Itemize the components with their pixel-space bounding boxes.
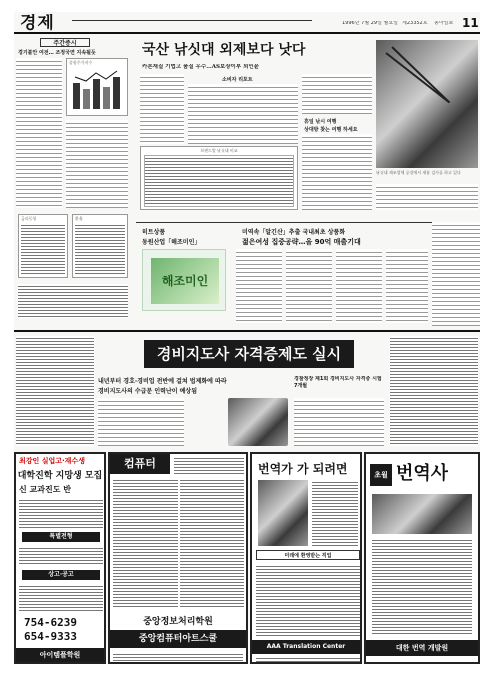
bar	[103, 87, 110, 109]
lead-subhead: 카본재질 기법고 품질 우수…AS보장이부 외인윤	[142, 64, 260, 70]
table-rows	[144, 155, 294, 207]
stock-graph	[66, 58, 128, 116]
lead-story	[136, 38, 480, 218]
rod-shape	[391, 46, 450, 103]
mid-story-headline: 젊은여성 집중공략…올 90억 매출기대	[242, 238, 361, 246]
ad2-sub: 중앙정보처리학원	[143, 617, 213, 627]
exchange-table-caption: 환율	[75, 216, 83, 221]
ad-body	[98, 398, 184, 446]
ad1-badge1: 특별전형	[22, 532, 100, 542]
ad-subline-2: 경비지도사의 수급문 인력난이 예상됨	[98, 388, 198, 395]
ad3-footer: AAA Translation Center	[252, 640, 360, 654]
ad3-text	[256, 656, 360, 662]
ad-body	[294, 398, 384, 446]
ad4-prefix: 초월	[370, 464, 392, 486]
ad2-text	[113, 478, 178, 608]
ad2-text	[180, 478, 244, 608]
graph-caption: 종합주가지수	[69, 60, 93, 65]
ad3-text	[256, 564, 360, 636]
weekly-stock-header: 주간증시	[40, 38, 90, 47]
article-body	[302, 134, 372, 210]
article-body	[188, 84, 298, 144]
ad2-top: 컴퓨터	[110, 454, 170, 474]
rule	[72, 20, 312, 21]
ad3-headline: 번역가 가 되려면	[258, 462, 348, 476]
lead-headline: 국산 낚싯대 외제보다 낫다	[142, 42, 306, 58]
ad3-text	[312, 480, 358, 546]
page-number: 11	[462, 16, 479, 30]
ad1-footer: 아이템플학원	[16, 648, 104, 662]
section-title: 경제	[20, 14, 55, 32]
ad1-text	[19, 498, 103, 528]
ad1-text	[19, 584, 103, 612]
issue-number: 제23352호	[402, 21, 428, 26]
table-rows	[21, 223, 65, 275]
stock-bar-chart	[69, 67, 125, 113]
market-data	[18, 284, 128, 318]
product-box	[151, 258, 219, 304]
hit-product-story	[136, 222, 480, 326]
article-body	[432, 222, 480, 326]
newspaper-page	[14, 12, 480, 664]
masthead	[14, 12, 480, 34]
ad1-badge2: 상고·공고	[22, 570, 100, 580]
product-name: 해조미인	[161, 274, 209, 288]
side-title: 휴일 낚시 여행	[304, 119, 337, 125]
article-body	[286, 249, 332, 323]
translator-institute-ad	[364, 452, 480, 664]
spokesperson-photo	[228, 398, 288, 446]
paper-name: 동아일보	[434, 21, 454, 26]
article-body	[66, 120, 128, 208]
article-body	[386, 249, 428, 323]
academy-ad	[14, 452, 106, 664]
article-body	[376, 184, 478, 210]
comparison-table	[140, 146, 298, 210]
rate-table	[18, 214, 68, 278]
article-body	[140, 74, 184, 144]
ad1-phone2: 654-9333	[24, 630, 77, 643]
exchange-table	[72, 214, 128, 278]
ad2-text	[174, 456, 244, 474]
bar	[73, 83, 80, 109]
article-body	[302, 74, 372, 114]
ad4-footer: 대한 번역 개발원	[366, 640, 478, 656]
weekly-stock-subhead: 경기불안 여전… 조정국면 지속될듯	[18, 50, 96, 56]
ad-subline-1: 내년부터 경호·경비업 전반에 걸쳐 법제화에 따라	[98, 378, 227, 385]
security-guide-ad	[14, 330, 480, 448]
ad3-tagline: 미래에 환영받는 직업	[256, 550, 360, 560]
bar	[93, 79, 100, 109]
bar	[83, 89, 90, 109]
ad4-photo	[372, 494, 472, 534]
ad1-main: 대학진학 지망생 모집	[17, 471, 103, 481]
side-subtitle: 상대방 찾는 여행 하세요	[304, 127, 358, 133]
ad1-top: 최강인 실업고·재수생	[19, 457, 85, 465]
ad2-text	[113, 652, 243, 662]
product-photo	[142, 249, 226, 311]
ad-headline: 경비지도사 자격증제도 실시	[144, 340, 354, 368]
photo-caption: 낚싯대 제조업체 공장에서 제품 검사를 하고 있다	[376, 170, 461, 175]
ad2-footer: 중앙컴퓨터아트스쿨	[110, 630, 246, 648]
hit-product-title: 히트상품	[142, 229, 166, 236]
ad1-phone1: 754-6239	[24, 616, 77, 629]
ad1-text	[19, 546, 103, 566]
hit-product-subtitle: 동원산업「해조미인」	[142, 239, 201, 246]
computer-school-ad	[108, 452, 248, 664]
fishing-rod-photo	[376, 40, 478, 168]
issue-date: 1996년 7월 29일 월요일	[342, 21, 399, 26]
ad4-text	[372, 538, 472, 634]
consumer-report-label: 소비자 리포트	[222, 77, 253, 83]
ad4-headline: 번역사	[396, 463, 449, 484]
ad-right-text: 경찰청장 제1회 경비지도사 자격증 시험 7개월	[294, 376, 382, 389]
bar	[113, 77, 120, 109]
article-body	[236, 249, 282, 323]
table-rows	[75, 223, 125, 275]
translator-ad	[250, 452, 362, 664]
article-body	[16, 58, 62, 208]
ad-small-text	[16, 336, 94, 446]
left-column	[14, 38, 132, 318]
ad-sidebar-text	[390, 336, 478, 446]
article-body	[336, 249, 382, 323]
ad1-row: 신 교과진도 반	[19, 485, 71, 494]
mid-story-label: 미역속「알긴산」추출 국내최초 상품화	[242, 229, 346, 236]
comparison-caption: 브랜드별 낚싯대 비교	[200, 148, 238, 153]
rate-table-caption: 금리동향	[21, 216, 37, 221]
book-cover	[258, 480, 308, 546]
